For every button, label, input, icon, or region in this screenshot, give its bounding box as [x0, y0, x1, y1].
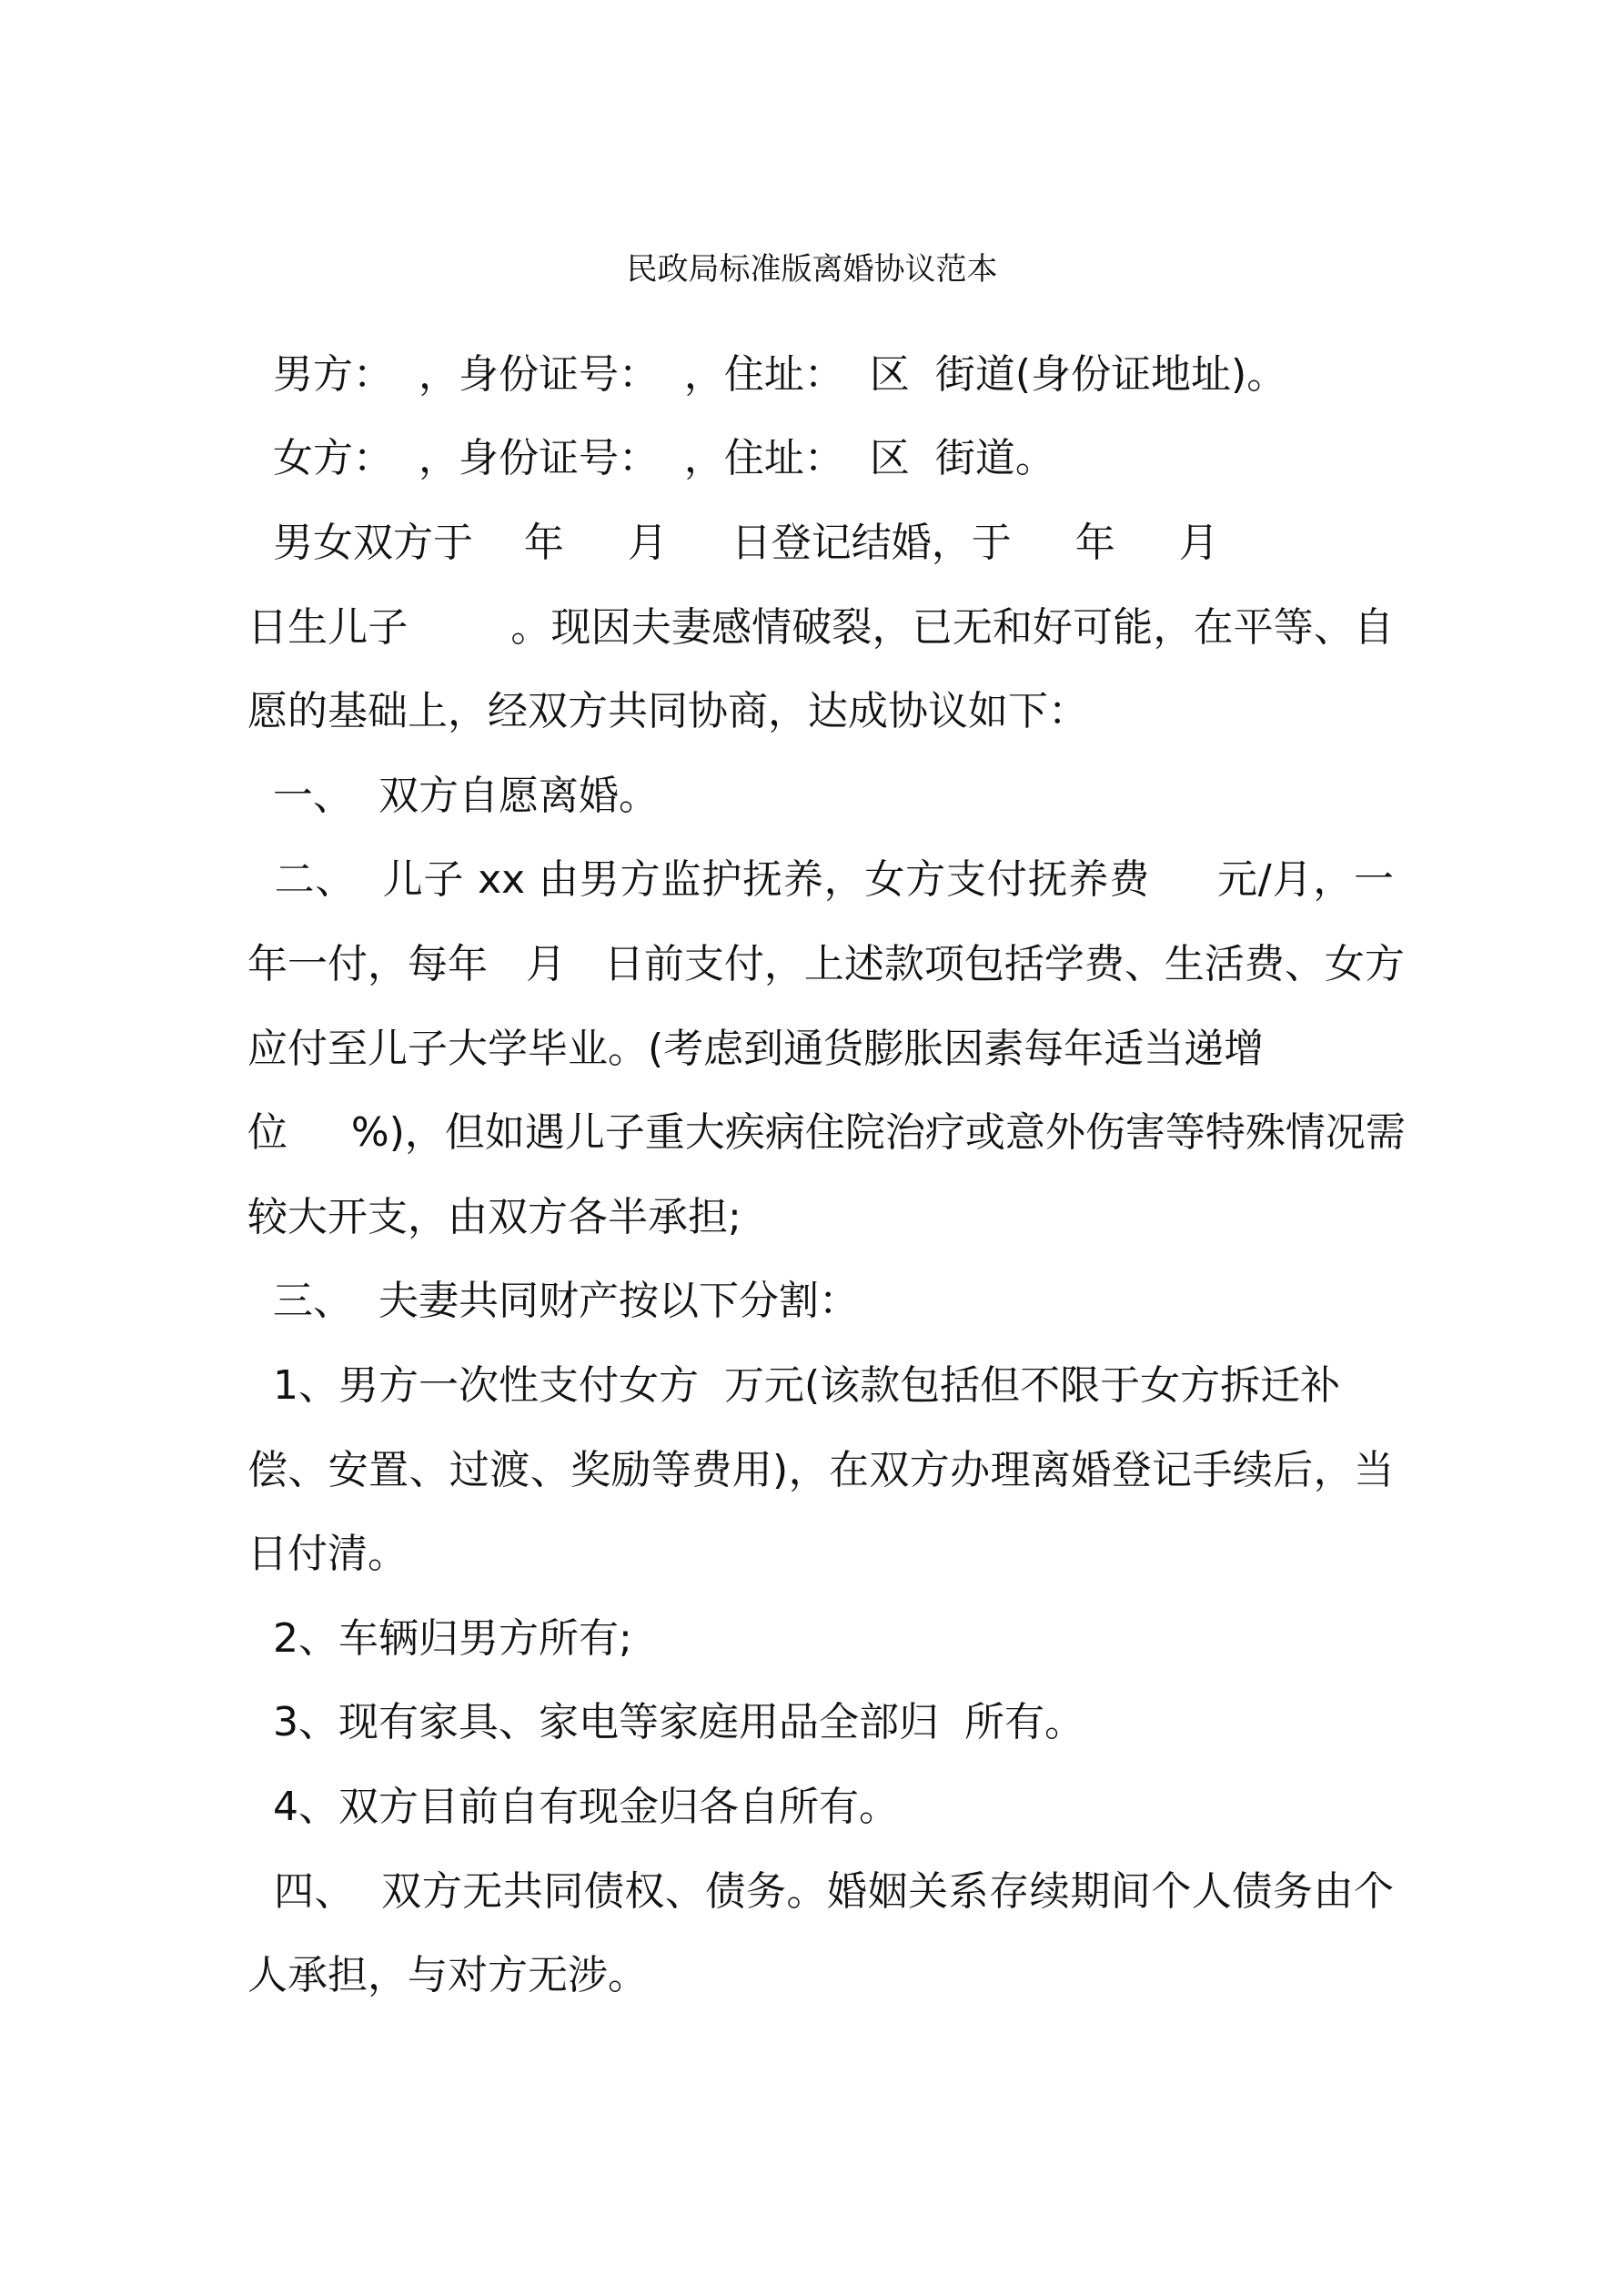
paragraph-line-1: 男方： ，身份证号： ，住址： 区 街道(身份证地址)。 — [247, 351, 1287, 398]
paragraph-line-18: 4、双方目前自有现金归各自所有。 — [247, 1784, 899, 1830]
paragraph-line-15: 日付清。 — [247, 1531, 408, 1577]
paragraph-line-20: 人承担，与对方无涉。 — [247, 1952, 648, 1998]
paragraph-line-7: 二、 儿子 xx 由男方监护抚养，女方支付抚养费 元/月，一 — [247, 856, 1394, 903]
paragraph-line-17: 3、现有家具、家电等家庭用品全部归 所有。 — [247, 1699, 1084, 1745]
document-title: 民政局标准版离婚协议范本 — [626, 251, 998, 288]
paragraph-line-11: 较大开支，由双方各半承担; — [247, 1194, 741, 1240]
paragraph-line-8: 年一付，每年 月 日前支付，上述款项包括学费、生活费、女方 — [247, 941, 1405, 987]
paragraph-line-19: 四、 双方无共同债权、债务。婚姻关系存续期间个人债务由个 — [247, 1868, 1394, 1915]
paragraph-line-16: 2、车辆归男方所有; — [247, 1615, 632, 1662]
paragraph-line-13: 1、男方一次性支付女方 万元(该款包括但不限于女方拆迁补 — [247, 1362, 1341, 1409]
paragraph-line-5: 愿的基础上，经双方共同协商，达成协议如下： — [247, 688, 1088, 734]
paragraph-line-2: 女方： ，身份证号： ，住址： 区 街道。 — [247, 435, 1055, 481]
paragraph-line-6: 一、 双方自愿离婚。 — [247, 773, 659, 819]
paragraph-line-3: 男女双方于 年 月 日登记结婚，于 年 月 — [247, 520, 1219, 566]
paragraph-line-14: 偿、安置、过渡、奖励等费用)，在双方办理离婚登记手续后，当 — [247, 1447, 1394, 1493]
paragraph-line-4: 日生儿子 。现因夫妻感情破裂，已无和好可能，在平等、自 — [247, 604, 1394, 651]
paragraph-line-12: 三、 夫妻共同财产按以下分割： — [247, 1278, 859, 1324]
paragraph-line-10: 位 %)，但如遇儿子重大疾病住院治疗或意外伤害等特殊情况需 — [247, 1109, 1406, 1156]
paragraph-line-9: 应付至儿子大学毕业。(考虑到通货膨胀因素每年适当递增 — [247, 1026, 1265, 1072]
